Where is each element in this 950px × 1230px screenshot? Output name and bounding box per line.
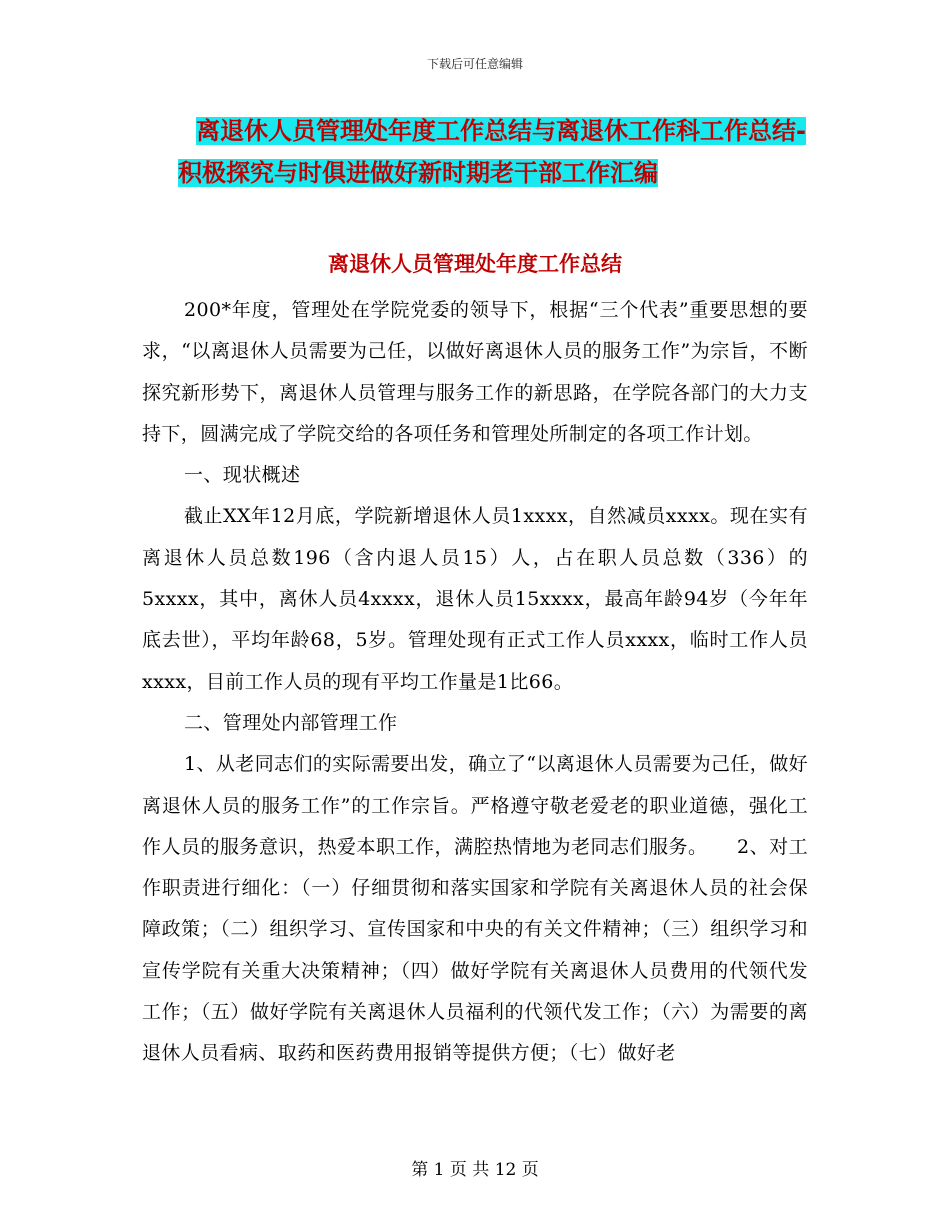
paragraph-intro: 200*年度，管理处在学院党委的领导下，根据“三个代表”重要思想的要求，“以离退休人员需要为己任，以做好离退休人员的服务工作”为宗旨，不断探究新形势下，离退休人员管理与服务工作的新思路，在学院各部门的大力支持下，圆满完成了学院交给的各项任务和管理处所制定的各项工作计划。	[142, 299, 808, 445]
page-footer: 第 1 页 共 12 页	[411, 1160, 539, 1180]
heading-internal-management: 二、管理处内部管理工作	[184, 711, 398, 734]
paragraph-status: 截止XX年12月底，学院新增退休人员1xxxx，自然减员xxxx。现在实有离退休人员总数196（含内退人员15）人，占在职人员总数（336）的5xxxx，其中，离休人员4xxxx，退休人员15xxxx，最高年龄94岁（今年年底去世），平均年龄68，5岁。管理处现有正式工作人员xxxx，临时工作人员xxxx，目前工作人员的现有平均工作量是1比66。	[142, 505, 808, 693]
document-title-text: 离退休人员管理处年度工作总结与离退休工作科工作总结-积极探究与时俱进做好新时期老干部工作汇编	[178, 117, 806, 187]
header-note: 下载后可任意编辑	[426, 57, 523, 71]
heading-status-overview: 一、现状概述	[184, 464, 301, 487]
section-title: 离退休人员管理处年度工作总结	[328, 252, 622, 276]
paragraph-internal-management: 1、从老同志们的实际需要出发，确立了“以离退休人员需要为己任，做好离退休人员的服务工作”的工作宗旨。严格遵守敬老爱老的职业道德，强化工作人员的服务意识，热爱本职工作，满腔热情地为老同志们服务。 2、对工作职责进行细化：（一）仔细贯彻和落实国家和学院有关离退休人员的社会保障政策；（二）组织学习、宣传国家和中央的有关文件精神；（三）组织学习和宣传学院有关重大决策精神；（四）做好学院有关离退休人员费用的代领代发工作；（五）做好学院有关离退休人员福利的代领代发工作；（六）为需要的离退休人员看病、取药和医药费用报销等提供方便；（七）做好老	[142, 753, 809, 1065]
document-title	[178, 110, 818, 194]
document-body	[142, 290, 808, 1075]
